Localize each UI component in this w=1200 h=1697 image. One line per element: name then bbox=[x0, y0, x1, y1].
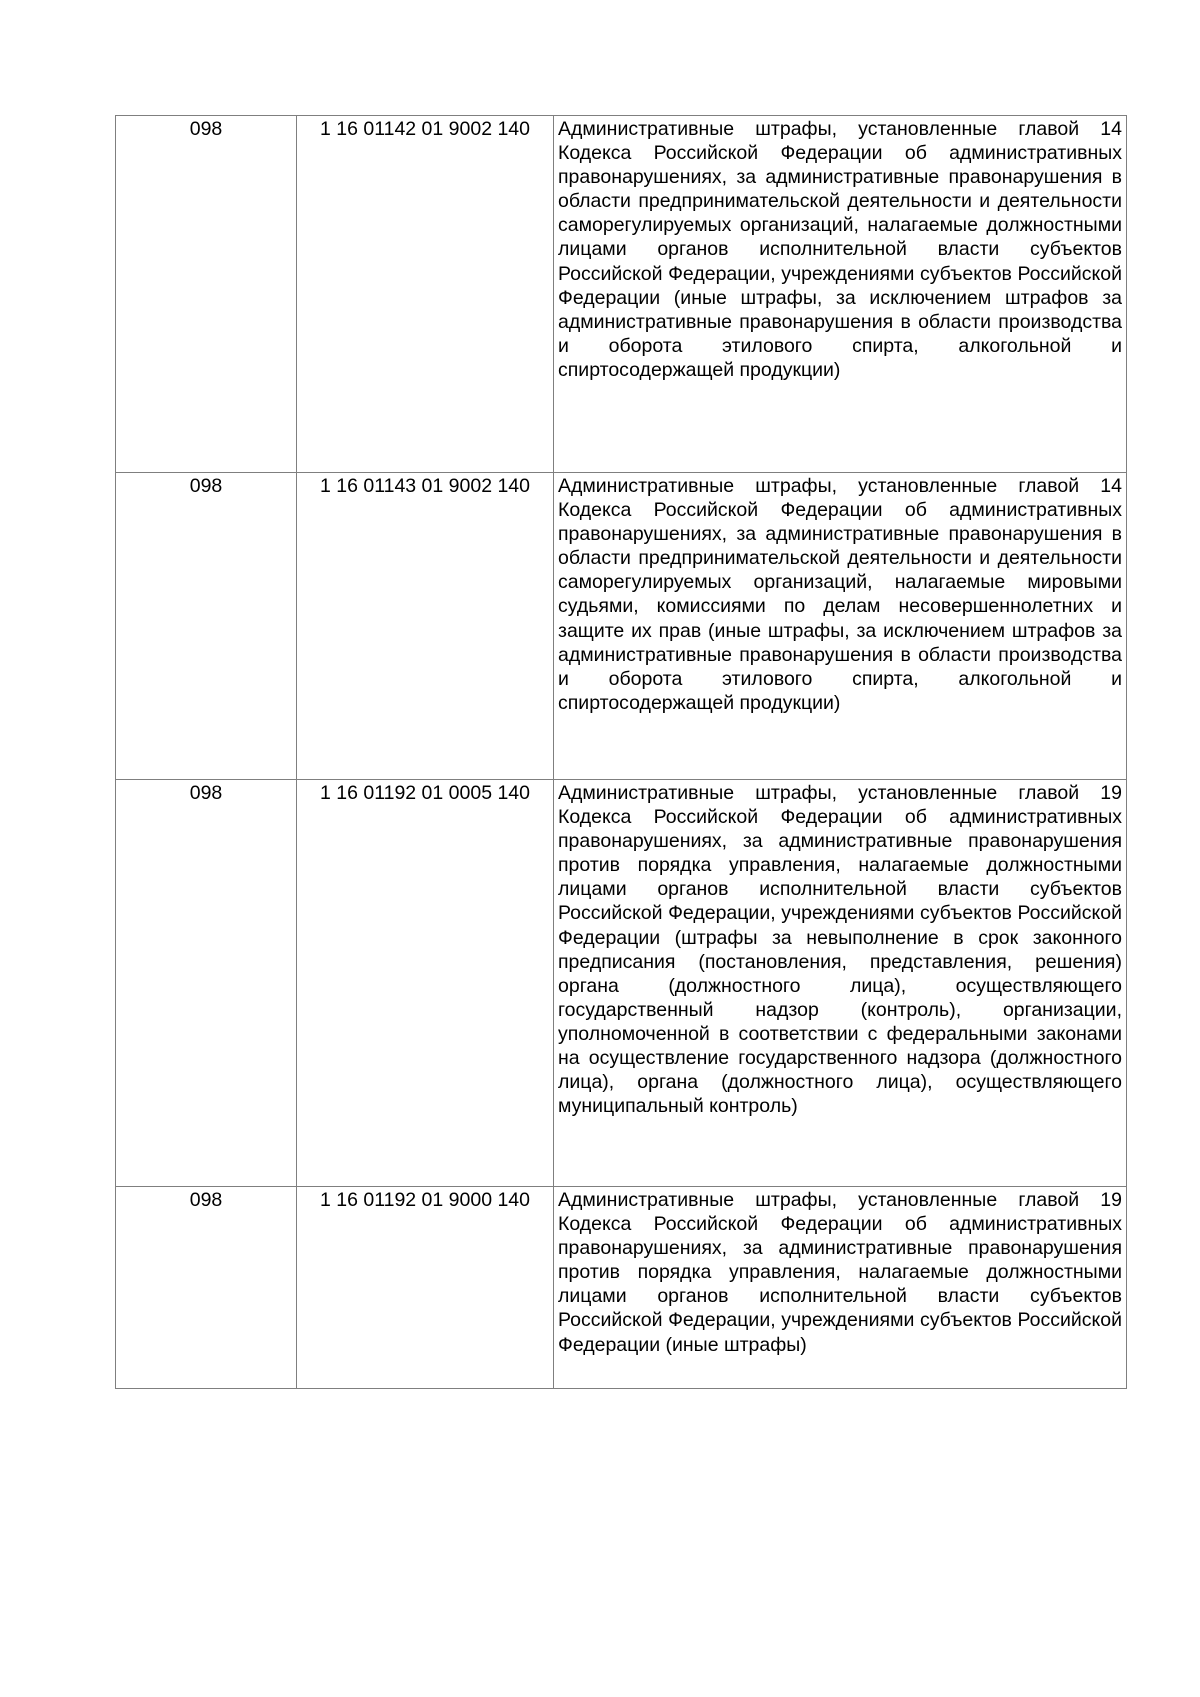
kbk-code-cell: 1 16 01192 01 9000 140 bbox=[297, 1187, 554, 1389]
admin-code-cell: 098 bbox=[116, 116, 297, 473]
description-text: Административные штрафы, установленные главой 19 Кодекса Российской Федерации об административных правонарушениях, за административные правонарушения против порядка управления, налагаемые должностными лицами органов исполнительной власти субъектов Российской Федерации, учреждениями субъектов Российской Федерации (иные штрафы) bbox=[558, 1189, 1122, 1356]
description-cell bbox=[554, 780, 1127, 1187]
table-row bbox=[116, 1187, 1127, 1389]
kbk-code-cell: 1 16 01192 01 0005 140 bbox=[297, 780, 554, 1187]
description-text: Административные штрафы, установленные главой 14 Кодекса Российской Федерации об административных правонарушениях, за административные правонарушения в области предпринимательской деятельности и деятельности саморегулируемых организаций, налагаемые должностными лицами органов исполнительной власти субъектов Российской Федерации, учреждениями субъектов Российской Федерации (иные штрафы, за исключением штрафов за административные правонарушения в области производства и оборота этилового спирта, алкогольной и спиртосодержащей продукции) bbox=[558, 118, 1122, 381]
table-row bbox=[116, 780, 1127, 1187]
table-row bbox=[116, 116, 1127, 473]
budget-codes-table bbox=[115, 115, 1127, 1389]
kbk-code-cell: 1 16 01143 01 9002 140 bbox=[297, 473, 554, 780]
description-cell bbox=[554, 1187, 1127, 1389]
table-row bbox=[116, 473, 1127, 780]
description-cell bbox=[554, 116, 1127, 473]
admin-code-cell: 098 bbox=[116, 780, 297, 1187]
description-cell bbox=[554, 473, 1127, 780]
description-text: Административные штрафы, установленные главой 14 Кодекса Российской Федерации об административных правонарушениях, за административные правонарушения в области предпринимательской деятельности и деятельности саморегулируемых организаций, налагаемые мировыми судьями, комиссиями по делам несовершеннолетних и защите их прав (иные штрафы, за исключением штрафов за административные правонарушения в области производства и оборота этилового спирта, алкогольной и спиртосодержащей продукции) bbox=[558, 475, 1122, 714]
admin-code-cell: 098 bbox=[116, 473, 297, 780]
description-text: Административные штрафы, установленные главой 19 Кодекса Российской Федерации об административных правонарушениях, за административные правонарушения против порядка управления, налагаемые должностными лицами органов исполнительной власти субъектов Российской Федерации, учреждениями субъектов Российской Федерации (штрафы за невыполнение в срок законного предписания (постановления, представления, решения) органа (должностного лица), осуществляющего государственный надзор (контроль), организации, уполномоченной в соответствии с федеральными законами на осуществление государственного надзора (должностного лица), органа (должностного лица), осуществляющего муниципальный контроль) bbox=[558, 782, 1122, 1118]
admin-code-cell: 098 bbox=[116, 1187, 297, 1389]
kbk-code-cell: 1 16 01142 01 9002 140 bbox=[297, 116, 554, 473]
